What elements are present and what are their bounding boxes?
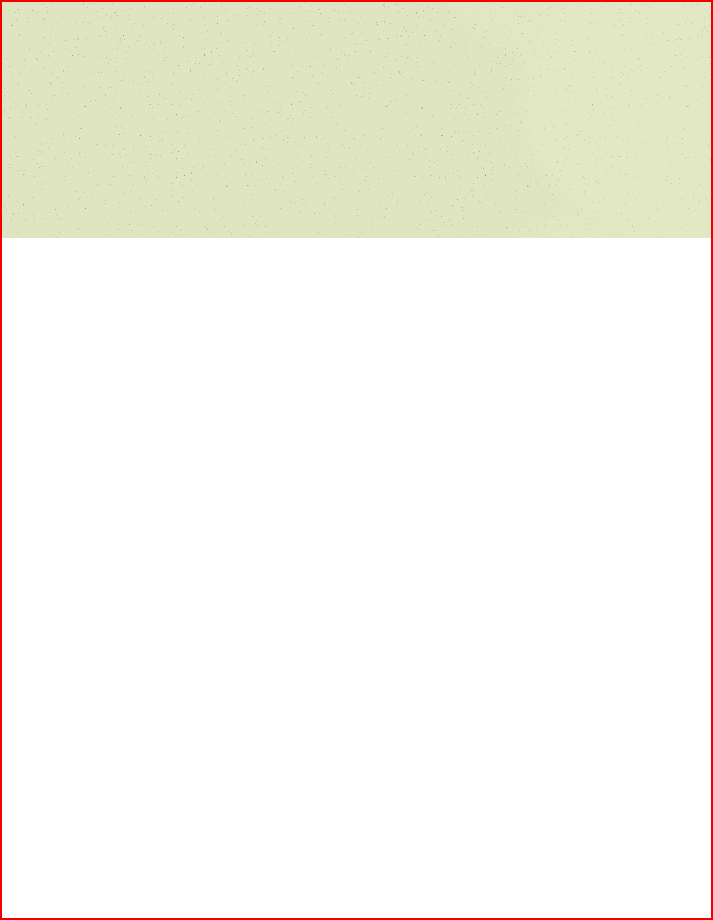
membrane-micrograph-background	[2, 2, 711, 238]
header-photo-band	[2, 2, 711, 238]
column-1	[38, 249, 250, 464]
nmr-figure	[38, 458, 474, 638]
column-3	[482, 249, 694, 897]
column-2	[260, 249, 472, 464]
